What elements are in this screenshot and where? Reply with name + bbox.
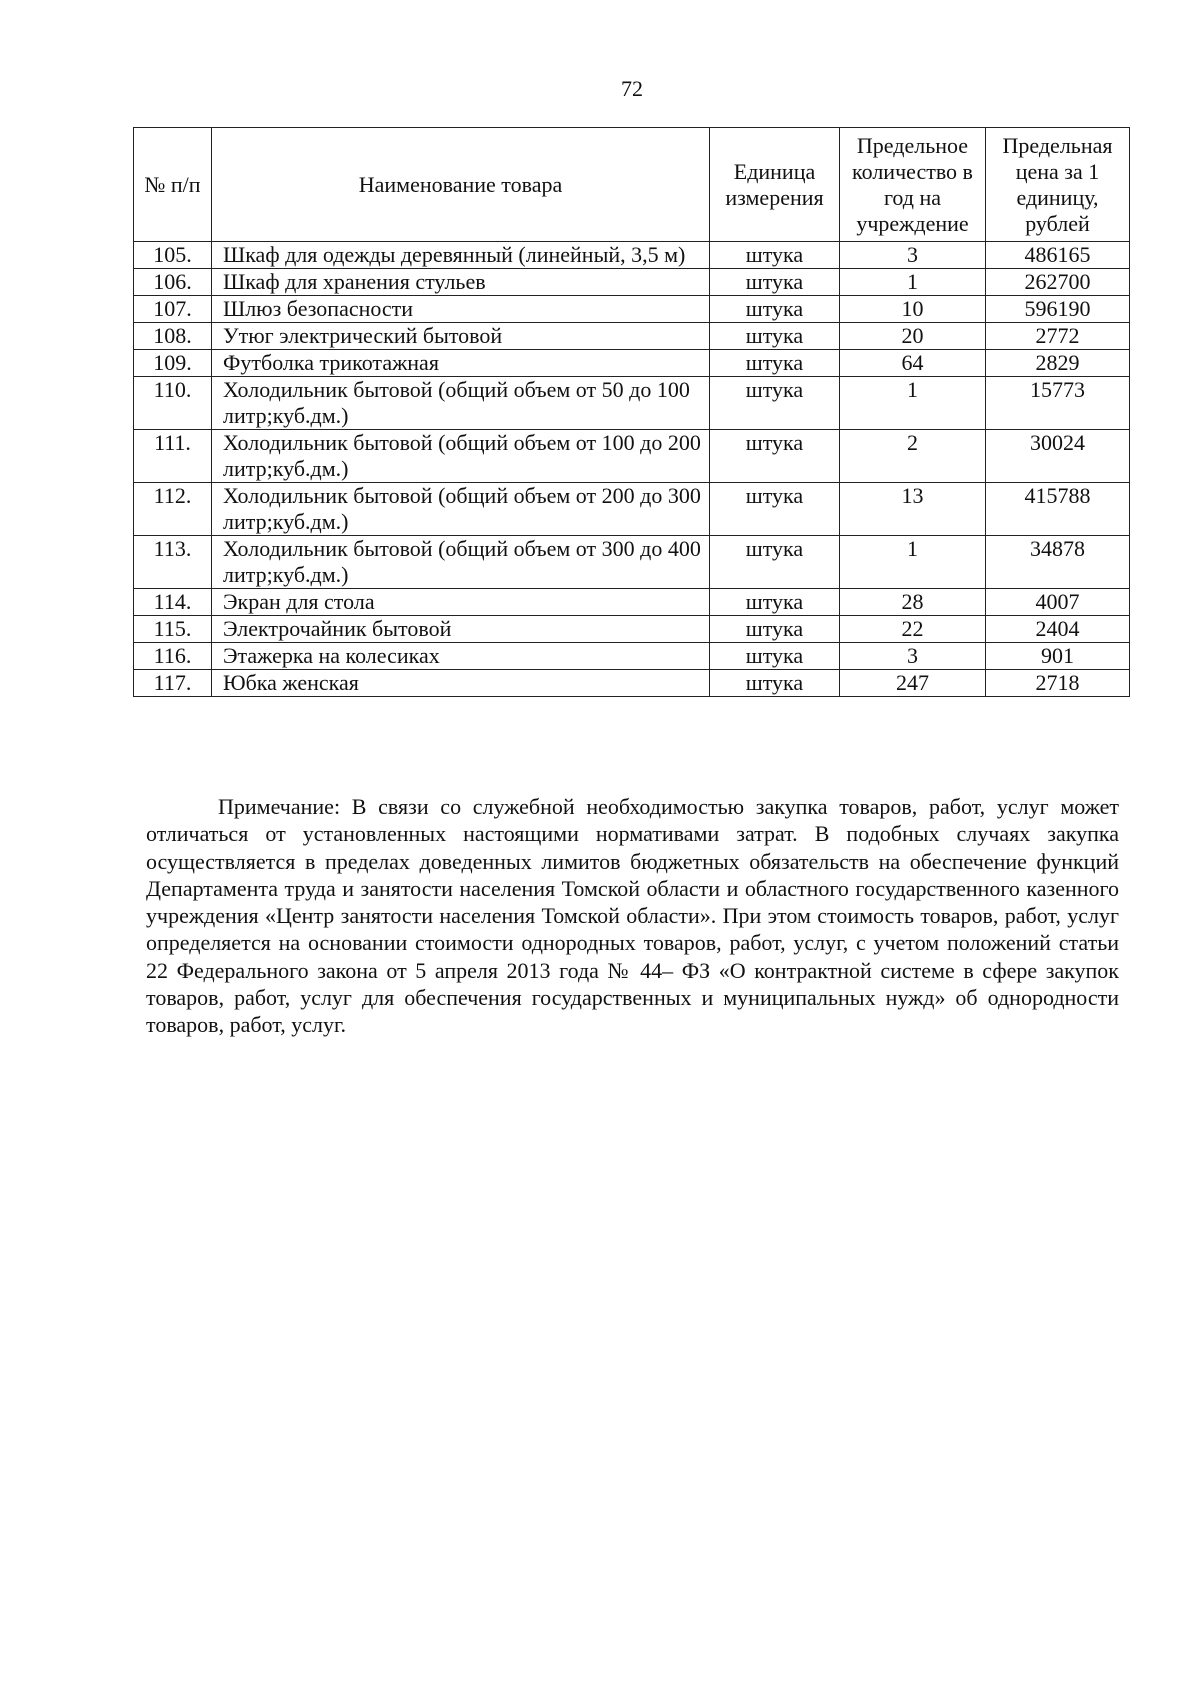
- item-name: Холодильник бытовой (общий объем от 300 до 400 литр;куб.дм.): [212, 536, 710, 589]
- item-name: Экран для стола: [212, 589, 710, 616]
- item-unit: штука: [710, 430, 840, 483]
- item-name: Холодильник бытовой (общий объем от 200 до 300 литр;куб.дм.): [212, 483, 710, 536]
- row-number: 112.: [134, 483, 212, 536]
- item-quantity: 13: [840, 483, 986, 536]
- item-name: Электрочайник бытовой: [212, 616, 710, 643]
- row-number: 109.: [134, 350, 212, 377]
- item-name: Этажерка на колесиках: [212, 643, 710, 670]
- item-unit: штука: [710, 377, 840, 430]
- item-quantity: 1: [840, 536, 986, 589]
- table-row: [134, 536, 1130, 589]
- row-number: 111.: [134, 430, 212, 483]
- item-unit: штука: [710, 536, 840, 589]
- item-unit: штука: [710, 483, 840, 536]
- table-row: [134, 350, 1130, 377]
- row-number: 113.: [134, 536, 212, 589]
- item-price: 415788: [986, 483, 1130, 536]
- item-price: 2772: [986, 323, 1130, 350]
- item-price: 901: [986, 643, 1130, 670]
- table-row: [134, 483, 1130, 536]
- item-price: 2829: [986, 350, 1130, 377]
- item-price: 2718: [986, 670, 1130, 697]
- row-number: 117.: [134, 670, 212, 697]
- header-quantity: Предельное количество в год на учреждение: [840, 128, 986, 242]
- item-price: 486165: [986, 242, 1130, 269]
- item-quantity: 10: [840, 296, 986, 323]
- item-quantity: 1: [840, 377, 986, 430]
- table-row: [134, 616, 1130, 643]
- table-body: [134, 242, 1130, 697]
- row-number: 114.: [134, 589, 212, 616]
- item-unit: штука: [710, 323, 840, 350]
- item-quantity: 247: [840, 670, 986, 697]
- table-header-row: [134, 128, 1130, 242]
- table-row: [134, 269, 1130, 296]
- item-unit: штука: [710, 296, 840, 323]
- item-unit: штука: [710, 670, 840, 697]
- table-row: [134, 670, 1130, 697]
- item-price: 30024: [986, 430, 1130, 483]
- item-quantity: 28: [840, 589, 986, 616]
- row-number: 116.: [134, 643, 212, 670]
- table-row: [134, 430, 1130, 483]
- header-number: № п/п: [134, 128, 212, 242]
- item-quantity: 1: [840, 269, 986, 296]
- item-unit: штука: [710, 269, 840, 296]
- row-number: 115.: [134, 616, 212, 643]
- item-price: 15773: [986, 377, 1130, 430]
- item-quantity: 3: [840, 643, 986, 670]
- item-quantity: 22: [840, 616, 986, 643]
- row-number: 107.: [134, 296, 212, 323]
- item-unit: штука: [710, 350, 840, 377]
- row-number: 110.: [134, 377, 212, 430]
- table-row: [134, 323, 1130, 350]
- item-quantity: 3: [840, 242, 986, 269]
- row-number: 108.: [134, 323, 212, 350]
- item-name: Шлюз безопасности: [212, 296, 710, 323]
- table-row: [134, 296, 1130, 323]
- header-price: Предельная цена за 1 единицу, рублей: [986, 128, 1130, 242]
- page-number: 72: [621, 76, 643, 101]
- row-number: 105.: [134, 242, 212, 269]
- table-row: [134, 589, 1130, 616]
- item-quantity: 64: [840, 350, 986, 377]
- header-unit: Единица измерения: [710, 128, 840, 242]
- item-unit: штука: [710, 643, 840, 670]
- item-quantity: 20: [840, 323, 986, 350]
- item-name: Юбка женская: [212, 670, 710, 697]
- item-price: 262700: [986, 269, 1130, 296]
- item-quantity: 2: [840, 430, 986, 483]
- item-unit: штука: [710, 589, 840, 616]
- item-unit: штука: [710, 242, 840, 269]
- table-row: [134, 242, 1130, 269]
- item-name: Шкаф для одежды деревянный (линейный, 3,5 м): [212, 242, 710, 269]
- item-name: Холодильник бытовой (общий объем от 50 до 100 литр;куб.дм.): [212, 377, 710, 430]
- item-price: 34878: [986, 536, 1130, 589]
- header-name: Наименование товара: [212, 128, 710, 242]
- item-name: Холодильник бытовой (общий объем от 100 до 200 литр;куб.дм.): [212, 430, 710, 483]
- item-name: Шкаф для хранения стульев: [212, 269, 710, 296]
- item-unit: штука: [710, 616, 840, 643]
- item-price: 2404: [986, 616, 1130, 643]
- item-price: 4007: [986, 589, 1130, 616]
- item-name: Футболка трикотажная: [212, 350, 710, 377]
- item-name: Утюг электрический бытовой: [212, 323, 710, 350]
- goods-table: [133, 127, 1130, 697]
- table-row: [134, 643, 1130, 670]
- note-paragraph: Примечание: В связи со служебной необходимостью закупка товаров, работ, услуг может отличаться от установленных настоящими нормативами затрат. В подобных случаях закупка осуществляется в пределах доведенных лимитов бюджетных обязательств на обеспечение функций Департамента труда и занятости населения Томской области и областного государственного казенного учреждения «Центр занятости населения Томской области». При этом стоимость товаров, работ, услуг определяется на основании стоимости однородных товаров, работ, услуг, с учетом положений статьи 22 Федерального закона от 5 апреля 2013 года № 44– ФЗ «О контрактной системе в сфере закупок товаров, работ, услуг для обеспечения государственных и муниципальных нужд» об однородности товаров, работ, услуг.: [146, 794, 1119, 1038]
- item-price: 596190: [986, 296, 1130, 323]
- row-number: 106.: [134, 269, 212, 296]
- table-row: [134, 377, 1130, 430]
